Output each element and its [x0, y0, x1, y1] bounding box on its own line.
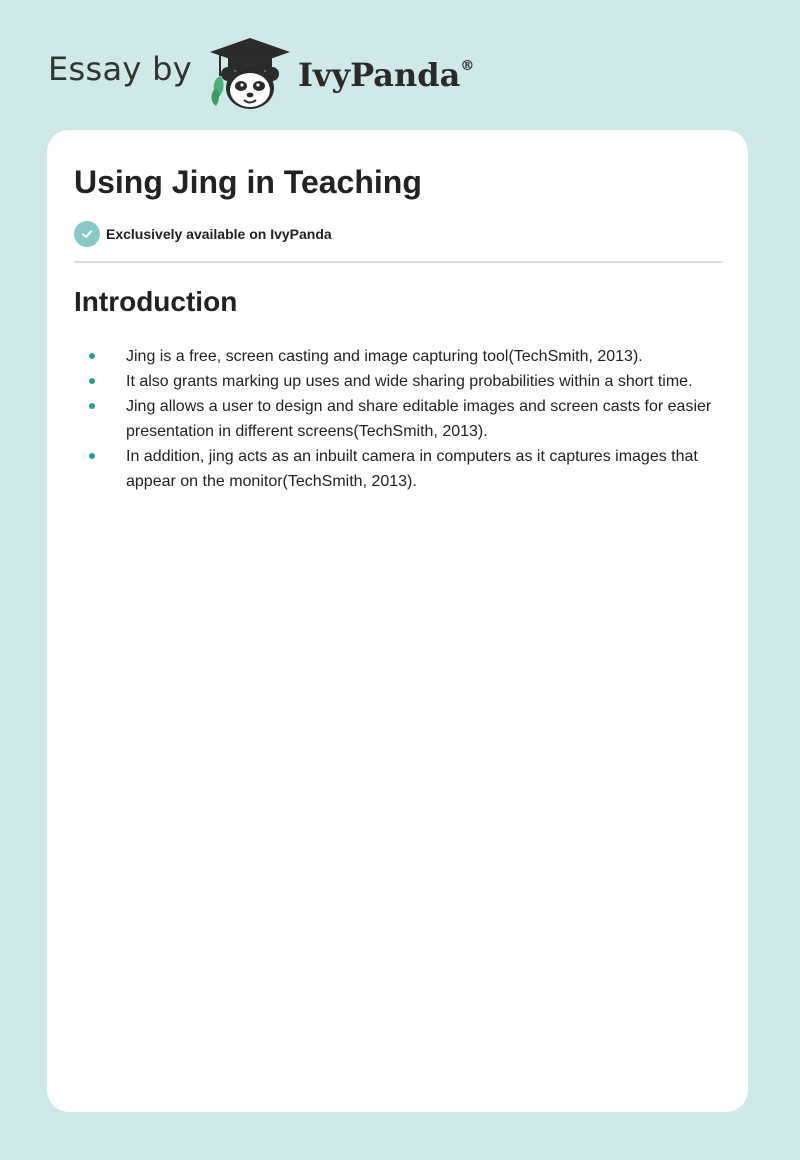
- title-divider: [74, 261, 723, 263]
- article-card: [47, 130, 748, 1112]
- registered-mark: ®: [460, 58, 475, 74]
- introduction-bullet-list: [74, 344, 734, 494]
- bullet-item: In addition, jing acts as an inbuilt camera in computers as it captures images that appear on the monitor(TechSmith, 2013).: [74, 444, 734, 494]
- bullet-item: It also grants marking up uses and wide sharing probabilities within a short time.: [74, 369, 734, 394]
- page-title: Using Jing in Teaching: [74, 164, 422, 200]
- exclusive-badge: [74, 221, 332, 247]
- exclusive-badge-text: Exclusively available on IvyPanda: [106, 226, 332, 242]
- essay-by-label: Essay by: [48, 50, 192, 88]
- brand-name-text: IvyPanda: [297, 56, 461, 94]
- section-heading-introduction: Introduction: [74, 286, 238, 317]
- panda-graduate-logo-icon: [206, 36, 294, 112]
- check-circle-icon: [74, 221, 100, 247]
- bullet-item: Jing is a free, screen casting and image capturing tool(TechSmith, 2013).: [74, 344, 734, 369]
- bullet-item: Jing allows a user to design and share editable images and screen casts for easier presentation in different screens(TechSmith, 2013).: [74, 394, 734, 444]
- brand-name: [297, 56, 475, 94]
- site-header: [48, 36, 475, 112]
